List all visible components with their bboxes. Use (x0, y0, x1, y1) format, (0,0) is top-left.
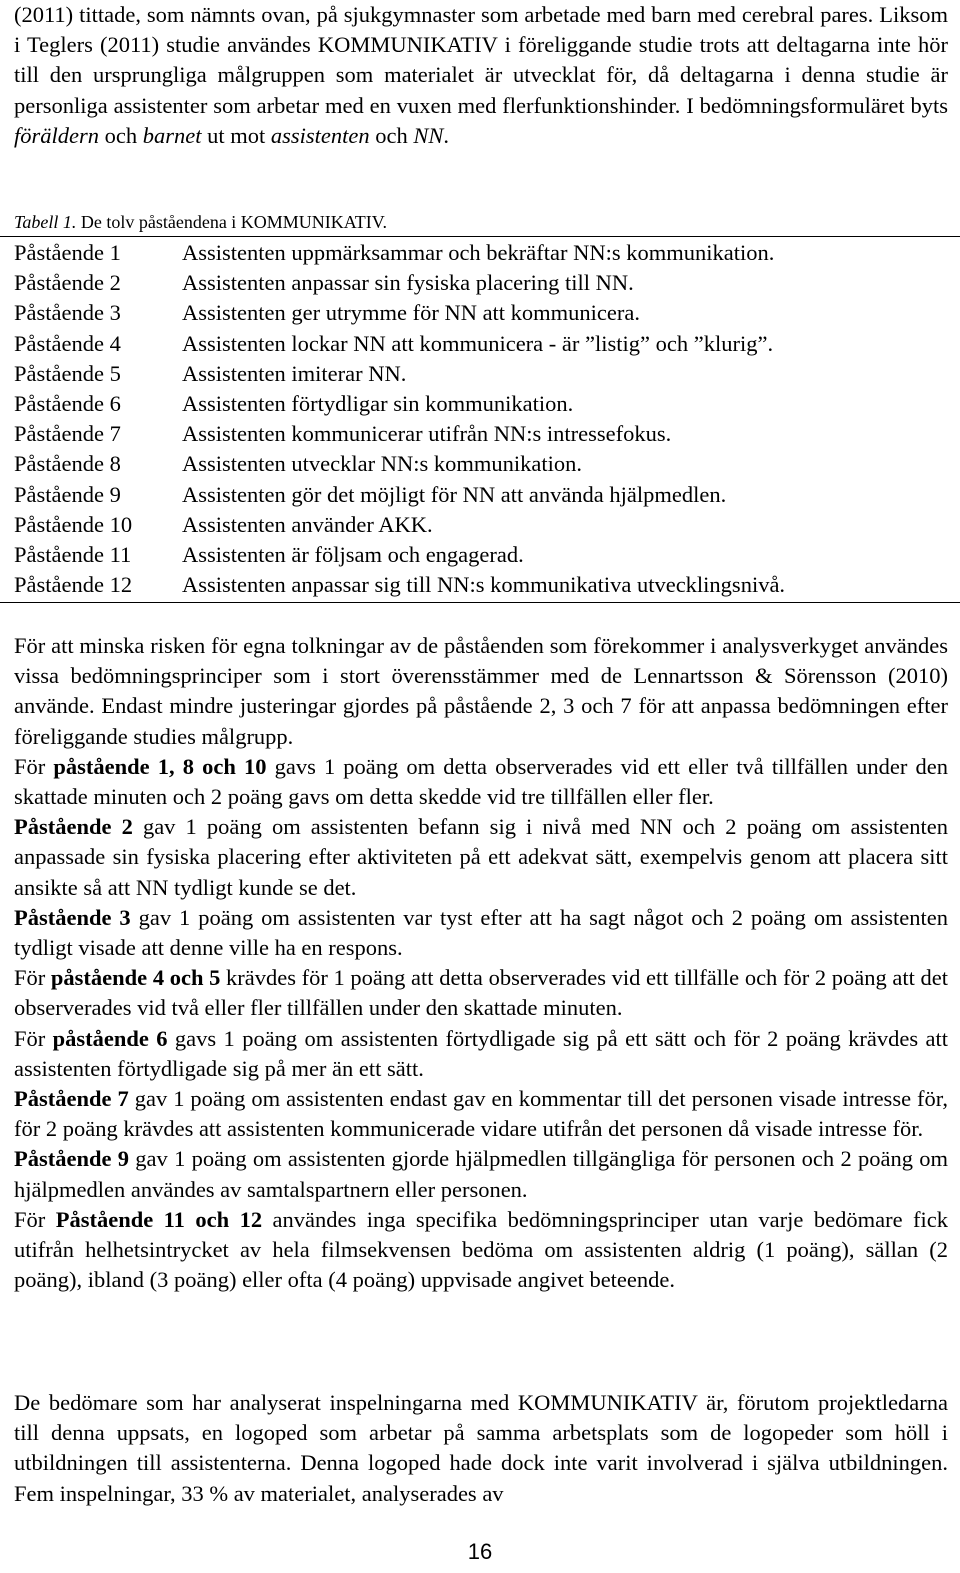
table-caption-text: De tolv påståendena i KOMMUNIKATIV. (76, 212, 387, 232)
intro-text: (2011) tittade, som nämnts ovan, på sjukgymnaster som arbetade med barn med cerebral pares. Liksom i Teglers (2011) studie användes KOMMUNIKATIV i föreliggande studie trots att deltagarna inte hör till den ursprungliga målgruppen som materialet är utvecklat för, då deltagarna i denna studie är personliga assistenter som arbetar med en vuxen med flerfunktionshinder. I bedömningsformuläret byts (14, 2, 948, 118)
table-row (0, 298, 960, 328)
claim-label: Påstående 11 (14, 541, 132, 567)
claim-text: Assistenten gör det möjligt för NN att använda hjälpmedlen. (182, 481, 727, 507)
table-row (0, 480, 960, 510)
claim-label: Påstående 6 (14, 390, 121, 416)
intro-text: ut mot (201, 122, 271, 148)
claim-text: Assistenten uppmärksammar och bekräftar NN:s kommunikation. (182, 240, 775, 265)
claim-text: Assistenten förtydligar sin kommunikation. (182, 390, 574, 416)
claim-text: Assistenten kommunicerar utifrån NN:s intressefokus. (182, 421, 672, 447)
intro-emphasis: NN (413, 122, 444, 148)
claim-text: Assistenten lockar NN att kommunicera - är ”listig” och ”klurig”. (182, 330, 774, 356)
claim-label: Påstående 9 (14, 481, 121, 507)
principle-paragraph (14, 1205, 948, 1296)
claim-text: Assistenten ger utrymme för NN att kommunicera. (182, 300, 641, 326)
principle-text: gav 1 poäng om assistenten gjorde hjälpmedlen tillgängliga för personen och 2 poäng om hjälpmedlen användes av samtalspartnern eller personen. (14, 1146, 948, 1202)
table-row (0, 570, 960, 600)
principle-text: gav 1 poäng om assistenten befann sig i nivå med NN och 2 poäng om assistenten anpassade sin fysiska placering efter aktiviteten på ett adekvat sätt, exempelvis genom att placera sitt ansikte så att NN tydligt kunde se det. (14, 814, 948, 900)
claim-label: Påstående 7 (14, 421, 121, 447)
principle-claim: Påstående 7 (14, 1086, 129, 1112)
table-caption-label: Tabell 1. (14, 212, 77, 232)
claim-text: Assistenten använder AKK. (182, 511, 433, 537)
table-row (0, 268, 960, 298)
claim-label: Påstående 3 (14, 300, 121, 326)
principle-text: gav 1 poäng om assistenten endast gav en kommentar till det personen visade intresse för, för 2 poäng krävdes att assistenten kommunicerade vidare utifrån det personen då visade intresse för. (14, 1086, 948, 1142)
intro-emphasis: barnet (142, 122, 202, 148)
table-row (0, 540, 960, 570)
principle-paragraph (14, 1144, 948, 1204)
principle-paragraph (14, 1084, 948, 1144)
principle-claim: påstående 1, 8 och 10 (53, 753, 267, 779)
intro-paragraph (14, 0, 948, 151)
claim-text: Assistenten imiterar NN. (182, 360, 407, 386)
principle-claim: Påstående 9 (14, 1146, 130, 1172)
principle-text: gav 1 poäng om assistenten var tyst efter att ha sagt något och 2 poäng om assistenten tydligt visade att denne ville ha en respons. (14, 904, 948, 961)
table-row (0, 238, 960, 268)
principle-paragraph (14, 963, 948, 1023)
principles-intro: För att minska risken för egna tolkningar av de påståenden som förekommer i analysverkyget användes vissa bedömningsprinciper som i stort överensstämmer med de Lennartsson & Sörensson (2010) använde. Endast mindre justeringar gjordes på påstående 2, 3 och 7 för att anpassa bedömningen efter föreliggande studies målgrupp. (14, 633, 948, 749)
principle-text: krävdes för 1 poäng att detta observerades vid ett tillfälle och för 2 poäng att det observerades vid två eller fler tillfällen under den skattade minuten. (14, 965, 948, 1021)
intro-text: . (443, 122, 450, 148)
claims-table (0, 236, 960, 603)
claim-label: Påstående 12 (14, 572, 133, 598)
claim-label: Påstående 1 (14, 240, 121, 265)
intro-emphasis: assistenten (270, 122, 370, 148)
principle-paragraph (14, 752, 948, 812)
principle-text: För (14, 965, 51, 991)
claim-text: Assistenten utvecklar NN:s kommunikation. (182, 451, 582, 477)
table-caption (14, 211, 387, 233)
principle-claim: påstående 6 (52, 1025, 168, 1051)
principle-text: För (14, 1206, 56, 1232)
principle-paragraph (14, 903, 948, 963)
principle-paragraph (14, 812, 948, 903)
table-row (0, 419, 960, 449)
intro-text: och (99, 122, 143, 148)
closing-paragraph: De bedömare som har analyserat inspelningarna med KOMMUNIKATIV är, förutom projektledarna till denna uppsats, en logoped som arbetar på samma arbetsplats som de logopeder som höll i utbildningen till assistenterna. Denna logoped hade dock inte varit involverad i själva utbildningen. Fem inspelningar, 33 % av materialet, analyserades av (14, 1390, 948, 1506)
principle-claim: Påstående 3 (14, 904, 131, 930)
claim-text: Assistenten anpassar sin fysiska placering till NN. (182, 270, 634, 296)
principle-claim: Påstående 2 (14, 814, 133, 840)
principle-claim: påstående 4 och 5 (50, 965, 221, 991)
claim-text: Assistenten anpassar sig till NN:s kommunikativa utvecklingsnivå. (182, 572, 786, 598)
principle-text: användes inga specifika bedömningsprinciper utan varje bedömare fick utifrån helhetsintrycket av hela filmsekvensen bedöma om assistenten aldrig (1 poäng), sällan (2 poäng), ibland (3 poäng) eller ofta (4 poäng) uppvisade angivet beteende. (14, 1206, 948, 1293)
claim-label: Påstående 8 (14, 451, 121, 477)
table-row (0, 329, 960, 359)
principle-text: gavs 1 poäng om assistenten förtydligade sig på ett sätt och för 2 poäng krävdes att assistenten förtydligade sig på mer än ett sätt. (14, 1025, 948, 1081)
claim-label: Påstående 5 (14, 360, 121, 386)
page-number: 16 (467, 1539, 493, 1564)
principle-text: För (14, 753, 54, 779)
intro-emphasis: föräldern (14, 122, 100, 148)
claim-label: Påstående 10 (14, 511, 133, 537)
claim-label: Påstående 2 (14, 270, 121, 296)
principle-claim: Påstående 11 och 12 (55, 1206, 263, 1232)
principles-section (14, 631, 948, 1295)
table-row (0, 449, 960, 479)
claim-label: Påstående 4 (14, 330, 121, 356)
principle-text: gavs 1 poäng om detta observerades vid ett eller två tillfällen under den skattade minuten och 2 poäng gavs om detta skedde vid tre tillfällen eller fler. (14, 753, 948, 810)
intro-text: och (369, 122, 414, 148)
table-row (0, 389, 960, 419)
table-row (0, 359, 960, 389)
claim-text: Assistenten är följsam och engagerad. (182, 541, 524, 567)
principle-paragraph (14, 1024, 948, 1084)
principle-text: För (14, 1025, 53, 1051)
table-row (0, 510, 960, 540)
